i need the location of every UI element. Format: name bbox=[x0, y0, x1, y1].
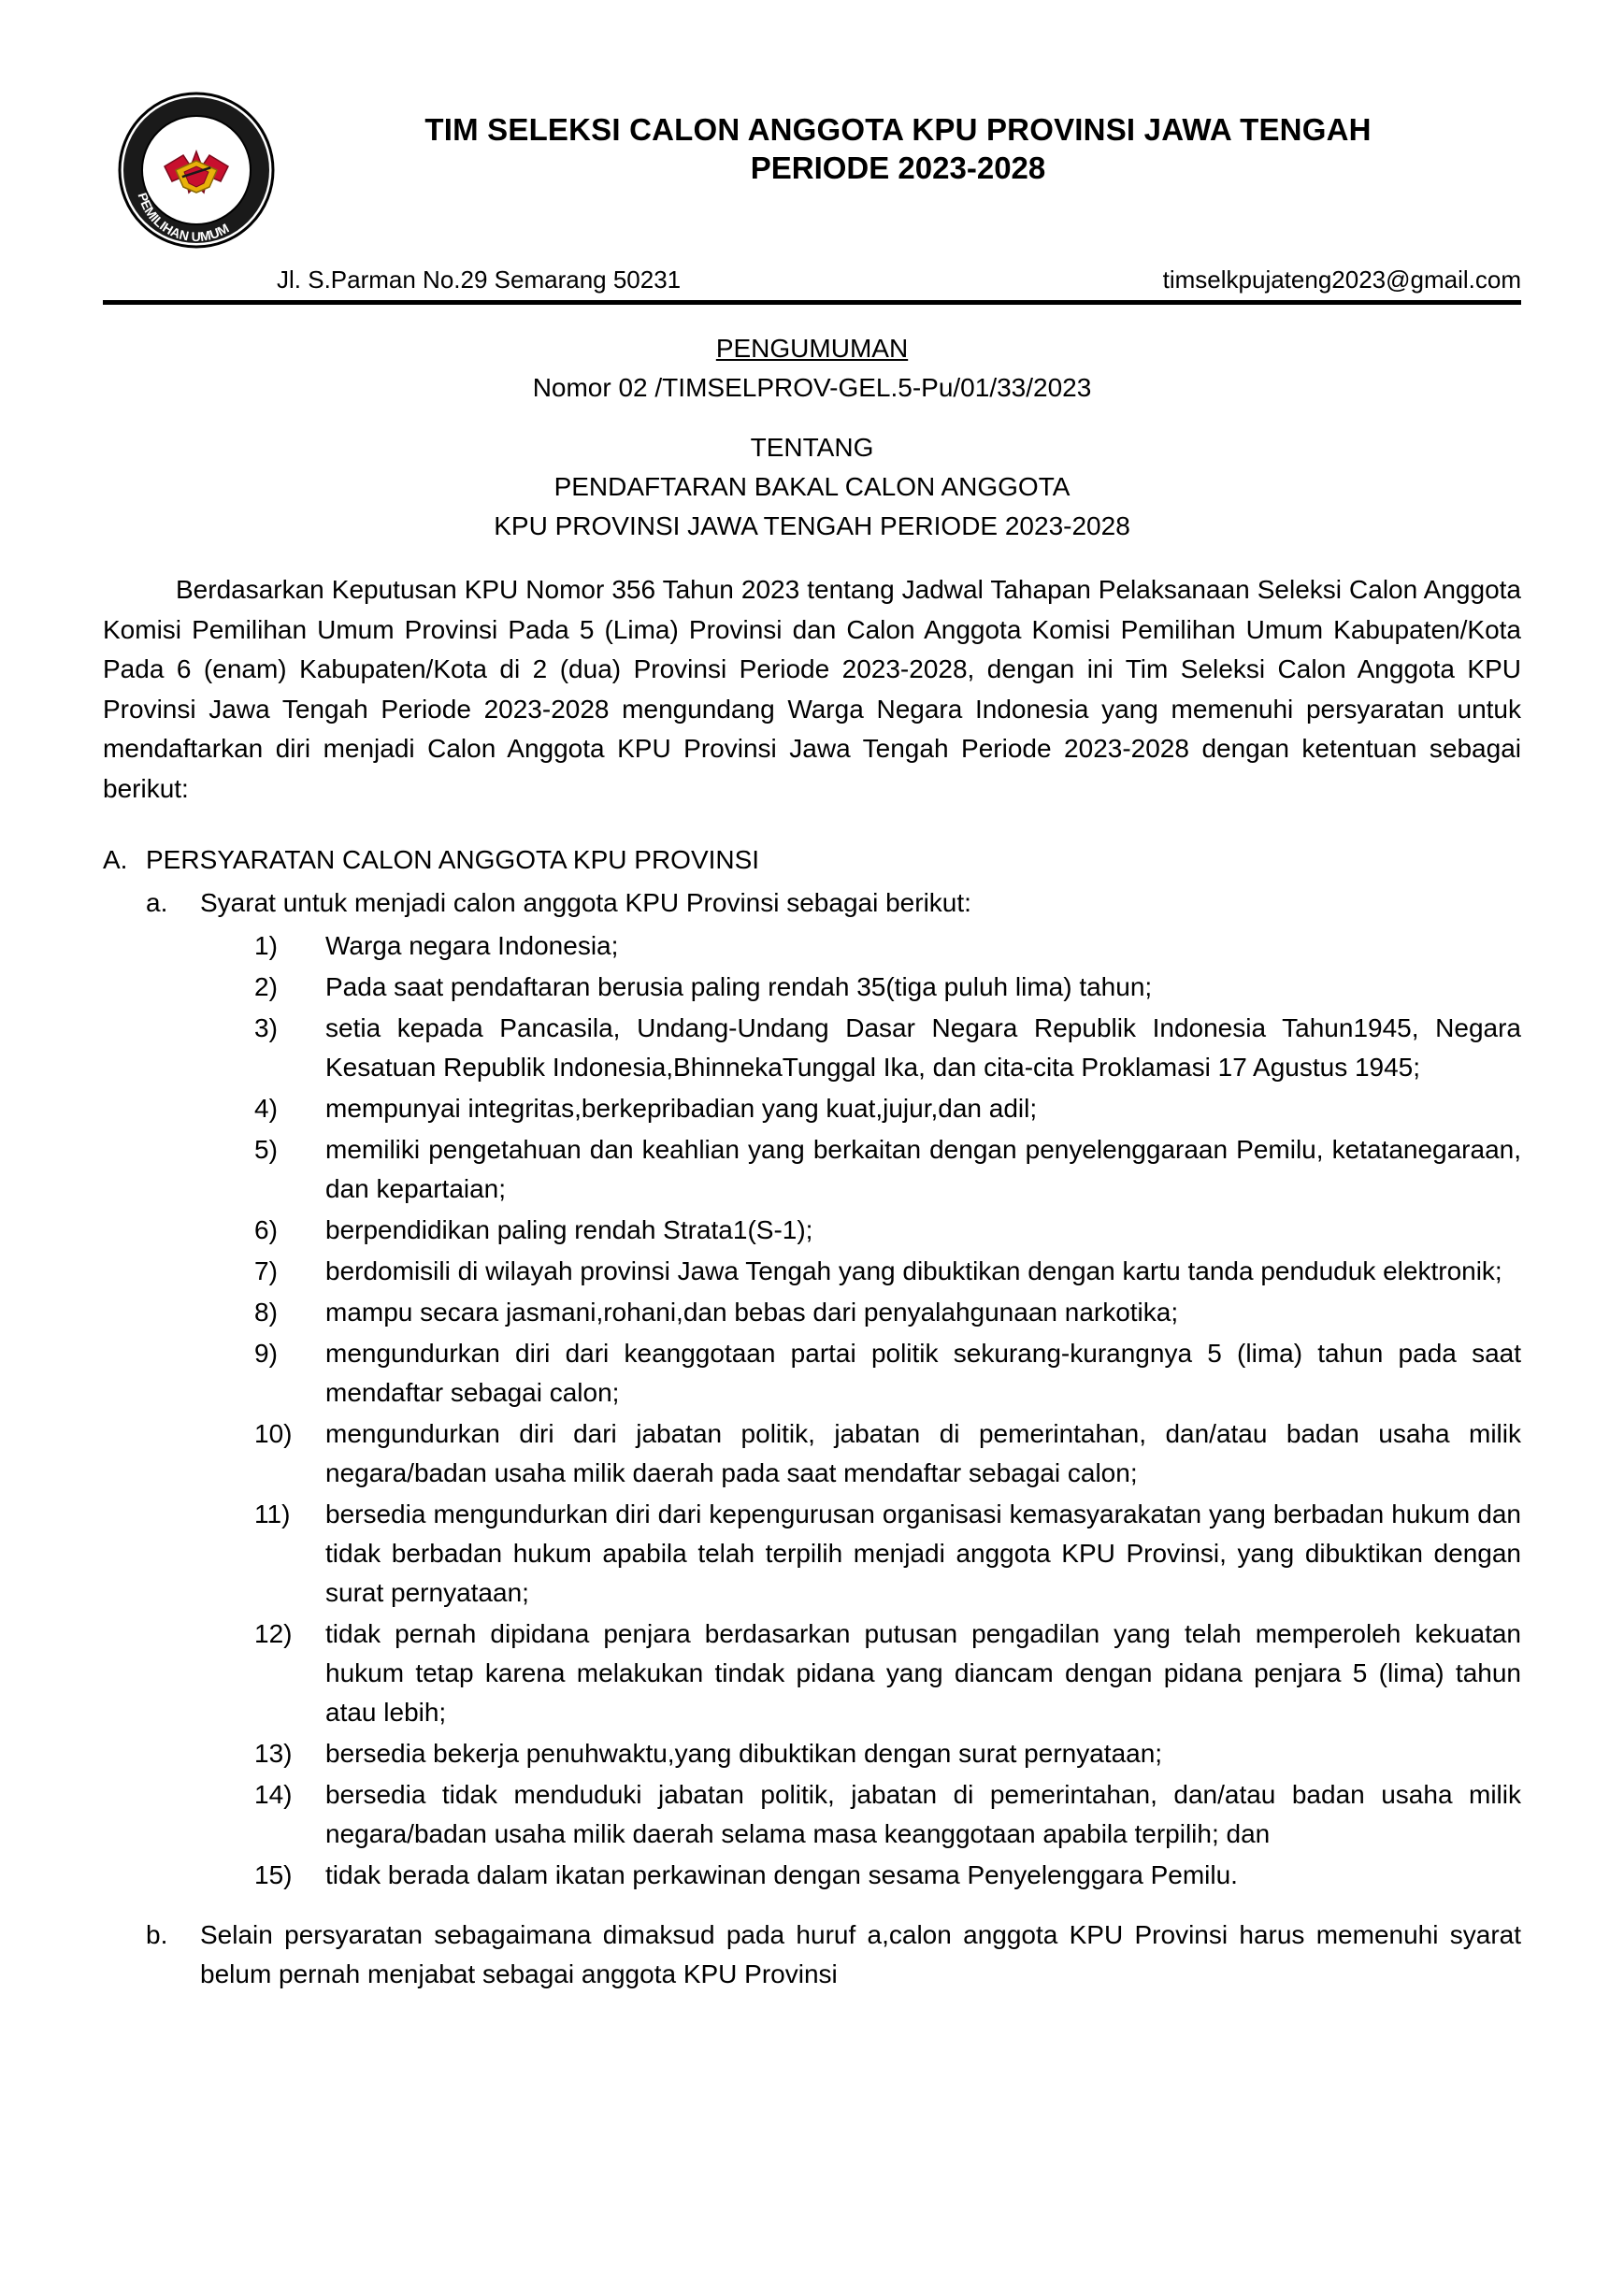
subsection-b-text: Selain persyaratan sebagaimana dimaksud pada huruf a,calon anggota KPU Provinsi harus memenuhi syarat belum pernah menjabat sebagai anggota KPU Provinsi bbox=[200, 1920, 1521, 1989]
list-item bbox=[254, 1495, 1521, 1613]
letterhead bbox=[103, 90, 1521, 249]
letterhead-divider bbox=[103, 300, 1521, 305]
list-item-text: mengundurkan diri dari jabatan politik, jabatan di pemerintahan, dan/atau badan usaha milik negara/badan usaha milik daerah pada saat mendaftar sebagai calon; bbox=[325, 1419, 1521, 1488]
list-item bbox=[254, 1293, 1521, 1332]
list-item-text: mengundurkan diri dari keanggotaan partai politik sekurang-kurangnya 5 (lima) tahun pada saat mendaftar sebagai calon; bbox=[325, 1339, 1521, 1408]
subsection-a-text: Syarat untuk menjadi calon anggota KPU Provinsi sebagai berikut: bbox=[200, 888, 971, 918]
list-item-text: tidak pernah dipidana penjara berdasarkan putusan pengadilan yang telah memperoleh kekuatan hukum tetap karena melakukan tindak pidana yang diancam dengan pidana penjara 5 (lima) tahun atau lebih; bbox=[325, 1619, 1521, 1728]
list-item-text: Pada saat pendaftaran berusia paling rendah 35(tiga puluh lima) tahun; bbox=[325, 972, 1153, 1002]
requirements-list bbox=[103, 926, 1521, 1895]
list-item bbox=[254, 1252, 1521, 1291]
subsection-a-marker: a. bbox=[146, 888, 168, 918]
list-item-marker: 10) bbox=[254, 1419, 293, 1449]
list-item-marker: 9) bbox=[254, 1339, 278, 1369]
announcement-subject-line1: PENDAFTARAN BAKAL CALON ANGGOTA bbox=[553, 472, 1071, 501]
list-item bbox=[254, 926, 1521, 966]
list-item-text: bersedia tidak menduduki jabatan politik, jabatan di pemerintahan, dan/atau badan usaha milik negara/badan usaha milik daerah selama masa keanggotaan apabila terpilih; dan bbox=[325, 1780, 1521, 1849]
list-item-marker: 12) bbox=[254, 1619, 293, 1649]
announcement-heading: PENGUMUMAN bbox=[715, 334, 909, 363]
list-item bbox=[254, 1334, 1521, 1413]
list-item bbox=[254, 1130, 1521, 1209]
kpu-logo bbox=[118, 92, 275, 249]
list-item-text: Warga negara Indonesia; bbox=[325, 931, 619, 961]
office-email: timselkpujateng2023@gmail.com bbox=[1162, 265, 1521, 294]
list-item-marker: 6) bbox=[254, 1215, 278, 1245]
title-spacer bbox=[103, 408, 1521, 428]
svg-text:PEMILIHAN UMUM: PEMILIHAN UMUM bbox=[135, 191, 232, 245]
section-a-heading bbox=[103, 840, 1521, 880]
announcement-number: Nomor 02 /TIMSELPROV-GEL.5-Pu/01/33/2023 bbox=[532, 373, 1092, 402]
list-item-text: bersedia mengundurkan diri dari kepengurusan organisasi kemasyarakatan yang berbadan hukum dan tidak berbadan hukum apabila telah terpilih menjadi anggota KPU Provinsi, yang dibuktikan dengan surat pernyataan; bbox=[325, 1500, 1521, 1608]
subsection-b bbox=[103, 1916, 1521, 1994]
org-title-line1: TIM SELEKSI CALON ANGGOTA KPU PROVINSI JAWA TENGAH bbox=[424, 112, 1372, 147]
list-item bbox=[254, 1856, 1521, 1895]
list-item-text: memiliki pengetahuan dan keahlian yang berkaitan dengan penyelenggaraan Pemilu, ketatanegaraan, dan kepartaian; bbox=[325, 1135, 1521, 1204]
list-item-text: mampu secara jasmani,rohani,dan bebas dari penyalahgunaan narkotika; bbox=[325, 1298, 1179, 1327]
list-item-marker: 14) bbox=[254, 1780, 293, 1810]
list-item-marker: 13) bbox=[254, 1739, 293, 1769]
announcement-subject-line2: KPU PROVINSI JAWA TENGAH PERIODE 2023-2028 bbox=[494, 511, 1130, 540]
list-item-marker: 5) bbox=[254, 1135, 278, 1165]
list-item bbox=[254, 1775, 1521, 1854]
list-item-marker: 3) bbox=[254, 1013, 278, 1043]
announcement-about-label: TENTANG bbox=[750, 433, 874, 462]
office-address: Jl. S.Parman No.29 Semarang 50231 bbox=[277, 265, 682, 294]
list-item bbox=[254, 1734, 1521, 1773]
list-item bbox=[254, 1089, 1521, 1128]
list-item-marker: 7) bbox=[254, 1256, 278, 1286]
section-a bbox=[103, 840, 1521, 1994]
list-item-marker: 1) bbox=[254, 931, 278, 961]
list-item-text: setia kepada Pancasila, Undang-Undang Dasar Negara Republik Indonesia Tahun1945, Negara Kesatuan Republik Indonesia,BhinnekaTunggal Ika, dan cita-cita Proklamasi 17 Agustus 1945; bbox=[325, 1013, 1521, 1083]
list-item bbox=[254, 1614, 1521, 1732]
letterhead-contact-row bbox=[103, 265, 1521, 300]
list-item-marker: 15) bbox=[254, 1860, 293, 1890]
subsection-b-marker: b. bbox=[146, 1920, 168, 1950]
list-item-marker: 2) bbox=[254, 972, 278, 1002]
list-item-text: bersedia bekerja penuhwaktu,yang dibuktikan dengan surat pernyataan; bbox=[325, 1739, 1163, 1769]
list-item-marker: 8) bbox=[254, 1298, 278, 1327]
list-item-marker: 11) bbox=[254, 1500, 291, 1529]
list-item bbox=[254, 1211, 1521, 1250]
list-item-marker: 4) bbox=[254, 1094, 278, 1124]
subsection-a bbox=[103, 883, 1521, 923]
announcement-title-block bbox=[103, 329, 1521, 546]
section-a-title: PERSYARATAN CALON ANGGOTA KPU PROVINSI bbox=[146, 845, 760, 875]
list-item-text: berpendidikan paling rendah Strata1(S-1); bbox=[325, 1215, 813, 1245]
list-item-text: mempunyai integritas,berkepribadian yang kuat,jujur,dan adil; bbox=[325, 1094, 1038, 1124]
list-item-text: berdomisili di wilayah provinsi Jawa Tengah yang dibuktikan dengan kartu tanda penduduk elektronik; bbox=[325, 1256, 1502, 1286]
intro-paragraph: Berdasarkan Keputusan KPU Nomor 356 Tahun 2023 tentang Jadwal Tahapan Pelaksanaan Seleksi Calon Anggota Komisi Pemilihan Umum Provinsi Pada 5 (Lima) Provinsi dan Calon Anggota Komisi Pemilihan Umum Kabupaten/Kota Pada 6 (enam) Kabupaten/Kota di 2 (dua) Provinsi Periode 2023-2028, dengan ini Tim Seleksi Calon Anggota KPU Provinsi Jawa Tengah Periode 2023-2028 mengundang Warga Negara Indonesia yang memenuhi persyaratan untuk mendaftarkan diri menjadi Calon Anggota KPU Provinsi Jawa Tengah Periode 2023-2028 dengan ketentuan sebagai berikut: bbox=[103, 575, 1521, 803]
list-item bbox=[254, 1009, 1521, 1087]
list-item-text: tidak berada dalam ikatan perkawinan dengan sesama Penyelenggara Pemilu. bbox=[325, 1860, 1238, 1890]
list-item bbox=[254, 1414, 1521, 1493]
section-a-marker: A. bbox=[103, 845, 128, 875]
list-item bbox=[254, 968, 1521, 1007]
org-title-line2: PERIODE 2023-2028 bbox=[750, 151, 1046, 186]
org-title-block bbox=[275, 90, 1521, 188]
